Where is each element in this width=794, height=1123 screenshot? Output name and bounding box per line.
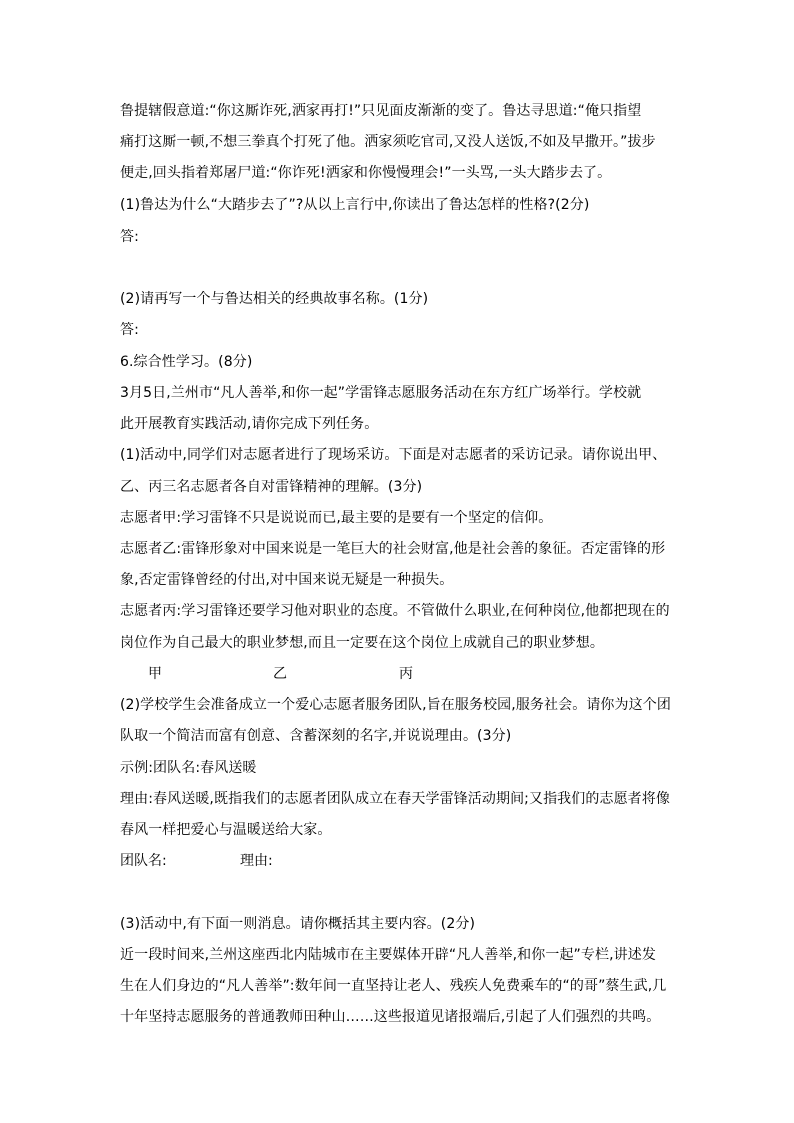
passage-line-1: 鲁提辖假意道:“你这厮诈死,洒家再打!”只见面皮渐渐的变了。鲁达寻思道:“俺只指望 (120, 103, 642, 119)
intro-line-1: 3月5日,兰州市“凡人善举,和你一起”学雷锋志愿服务活动在东方红广场举行。学校就 (120, 385, 642, 401)
news-line-1: 近一段时间来,兰州这座西北内陆城市在主要媒体开辟“凡人善举,和你一起”专栏,讲述发 (120, 947, 656, 963)
volunteer-yi-line-1: 志愿者乙:雷锋形象对中国来说是一笔巨大的社会财富,他是社会善的象征。否定雷锋的形 (120, 541, 666, 557)
volunteer-yi-line-2: 象,否定雷锋曾经的付出,对中国来说无疑是一种损失。 (120, 572, 454, 588)
task-1-line-1: (1)活动中,同学们对志愿者进行了现场采访。下面是对志愿者的采访记录。请你说出甲、 (120, 447, 667, 463)
example-team-name: 示例:团队名:春风送暖 (120, 760, 257, 776)
task-2-line-2: 队取一个简洁而富有创意、含蓄深刻的名字,并说说理由。(3分) (120, 728, 512, 744)
answer-label-yi: 乙 (273, 666, 287, 682)
task-3: (3)活动中,有下面一则消息。请你概括其主要内容。(2分) (120, 916, 476, 932)
section-title: 6.综合性学习。(8分) (120, 354, 253, 370)
answer-label-jia: 甲 (148, 666, 162, 682)
example-reason-line-1: 理由:春风送暖,既指我们的志愿者团队成立在春天学雷锋活动期间;又指我们的志愿者将像 (120, 791, 670, 807)
passage-line-2: 痛打这厮一顿,不想三拳真个打死了他。洒家须吃官司,又没人送饭,不如及早撒开。”拔步 (120, 134, 656, 150)
reason-label: 理由: (240, 853, 273, 869)
team-name-label: 团队名: (120, 853, 167, 869)
task-2-line-1: (2)学校学生会准备成立一个爱心志愿者服务团队,旨在服务校园,服务社会。请你为这个团 (120, 697, 671, 713)
news-line-2: 生在人们身边的“凡人善举”:数年间一直坚持让老人、残疾人免费乘车的“的哥”蔡生武,几 (120, 978, 667, 994)
volunteer-bing-line-1: 志愿者丙:学习雷锋还要学习他对职业的态度。不管做什么职业,在何种岗位,他都把现在的 (120, 603, 670, 619)
question-1: (1)鲁达为什么“大踏步去了”?从以上言行中,你读出了鲁达怎样的性格?(2分) (120, 197, 590, 213)
answer-label-bing: 丙 (399, 666, 413, 682)
answer-label: 答: (120, 322, 139, 338)
passage-line-3: 便走,回头指着郑屠尸道:“你诈死!洒家和你慢慢理会!”一头骂,一头大踏步去了。 (120, 165, 612, 181)
volunteer-bing-line-2: 岗位作为自己最大的职业梦想,而且一定要在这个岗位上成就自己的职业梦想。 (120, 635, 604, 651)
intro-line-2: 此开展教育实践活动,请你完成下列任务。 (120, 416, 379, 432)
task-1-line-2: 乙、丙三名志愿者各自对雷锋精神的理解。(3分) (120, 479, 423, 495)
news-line-3: 十年坚持志愿服务的普通教师田种山……这些报道见诸报端后,引起了人们强烈的共鸣。 (120, 1009, 661, 1025)
answer-label: 答: (120, 229, 139, 245)
example-reason-line-2: 春风一样把爱心与温暖送给大家。 (120, 822, 332, 838)
question-2: (2)请再写一个与鲁达相关的经典故事名称。(1分) (120, 291, 429, 307)
volunteer-jia: 志愿者甲:学习雷锋不只是说说而已,最主要的是要有一个坚定的信仰。 (120, 510, 553, 526)
